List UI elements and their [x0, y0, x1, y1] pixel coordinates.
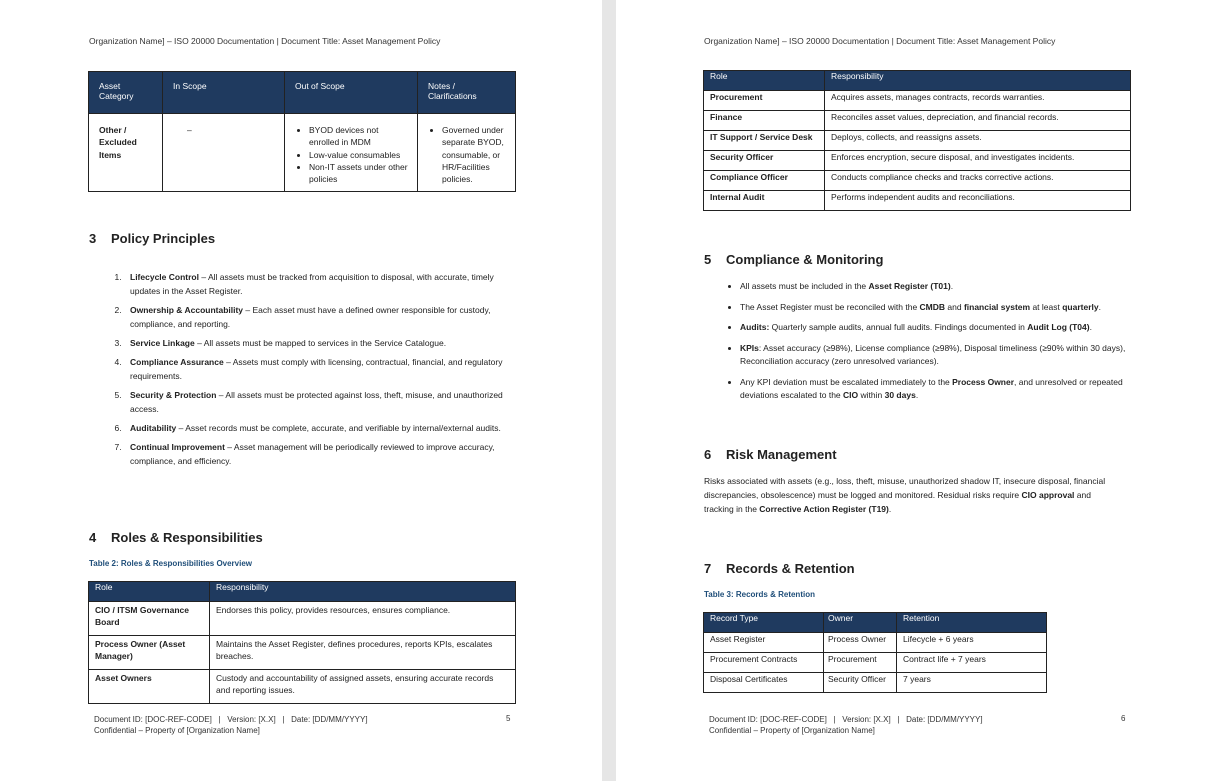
text: .: [915, 390, 919, 400]
text-bold: quarterly: [1062, 301, 1099, 312]
section-3-heading: [89, 231, 215, 246]
record-retention-cell: 7 years: [897, 673, 1047, 693]
record-retention-cell: Lifecycle + 6 years: [897, 633, 1047, 653]
scope-header-out-of-scope: Out of Scope: [285, 72, 418, 114]
principle-term: Service Linkage: [130, 338, 195, 348]
text: .: [1089, 322, 1092, 332]
record-owner-cell: Process Owner: [824, 633, 897, 653]
section-number: 6: [704, 447, 712, 462]
compliance-item: [740, 342, 1140, 369]
roles-header-responsibility: Responsibility: [825, 71, 1131, 91]
principle-text: Assets must comply with licensing, contractual, financial, and regulatory requirements.: [130, 357, 503, 381]
text-bold: CMDB: [919, 301, 946, 312]
compliance-item: [740, 321, 1140, 335]
section-number: 3: [89, 231, 97, 246]
responsibility-cell: Reconciles asset values, depreciation, and financial records.: [825, 111, 1131, 131]
role-cell: Compliance Officer: [704, 171, 825, 191]
section-7-heading: [704, 561, 855, 576]
role-cell: Procurement: [704, 91, 825, 111]
table-2-caption: Table 2: Roles & Responsibilities Overview: [89, 559, 253, 568]
text-bold: CIO approval: [1021, 490, 1075, 500]
section-number: 4: [89, 530, 97, 545]
records-header-type: Record Type: [704, 613, 824, 633]
section-title: Compliance & Monitoring: [726, 252, 884, 267]
section-number: 7: [704, 561, 712, 576]
principle-term: Auditability: [130, 423, 177, 433]
policy-principles-list: [88, 270, 516, 473]
scope-cell-category: Other / Excluded Items: [89, 114, 163, 192]
scope-cell-out-of-scope: [285, 114, 418, 192]
out-of-scope-item: • Non-IT assets under other policies: [309, 161, 409, 186]
text: , and unresolved or repeated deviations escalated to the: [740, 376, 1123, 400]
section-number: 5: [704, 252, 712, 267]
principle-text: All assets must be mapped to services in the Service Catalogue.: [203, 338, 447, 348]
role-cell: Finance: [704, 111, 825, 131]
text: The Asset Register must be reconciled with the: [740, 301, 920, 312]
responsibility-cell: Endorses this policy, provides resources, ensures compliance.: [210, 602, 516, 636]
page-number: 6: [1121, 714, 1126, 723]
principle-item: 2. Ownership & Accountability – Each asset must have a defined owner responsible for custody, compliance, and reporting.: [124, 303, 516, 331]
footer-confidential: Confidential – Property of [Organization Name]: [94, 726, 260, 735]
risk-paragraph: [704, 474, 1122, 516]
principle-text: Asset management will be periodically reviewed to improve accuracy, compliance, and efficiency.: [130, 442, 495, 466]
principle-text: All assets must be tracked from acquisition to disposal, with accurate, timely updates in the Asset Register.: [130, 272, 494, 296]
page-footer: [94, 714, 368, 736]
text: .: [950, 281, 954, 291]
scope-header-in-scope: In Scope: [163, 72, 285, 114]
text-bold: CIO: [843, 390, 859, 400]
text-bold: Process Owner: [952, 376, 1015, 387]
principle-item: 6. Auditability – Asset records must be complete, accurate, and verifiable by internal/external audits.: [124, 421, 516, 435]
section-title: Risk Management: [726, 447, 837, 462]
section-5-heading: [704, 252, 883, 267]
footer-confidential: Confidential – Property of [Organization Name]: [709, 726, 875, 735]
record-type-cell: Disposal Certificates: [704, 673, 824, 693]
records-table: [703, 612, 1047, 693]
out-of-scope-item: • Low-value consumables: [309, 149, 409, 161]
section-title: Roles & Responsibilities: [111, 530, 263, 545]
principle-item: 1. Lifecycle Control – All assets must be tracked from acquisition to disposal, with accurate, timely updates in the Asset Register.: [124, 270, 516, 298]
page-header: Organization Name] – ISO 20000 Documentation | Document Title: Asset Management Policy: [704, 36, 1056, 46]
table-3-caption: Table 3: Records & Retention: [704, 590, 815, 599]
responsibility-cell: Deploys, collects, and reassigns assets.: [825, 131, 1131, 151]
records-header-owner: Owner: [824, 613, 897, 633]
text: .: [1098, 301, 1101, 312]
role-cell: Internal Audit: [704, 191, 825, 211]
role-cell: Process Owner (Asset Manager): [89, 636, 210, 670]
text-bold: KPIs: [740, 342, 759, 353]
text: All assets must be included in the: [740, 281, 869, 291]
compliance-item: [740, 301, 1140, 315]
responsibility-cell: Custody and accountability of assigned assets, ensuring accurate records and reporting issues.: [210, 670, 516, 704]
text: .: [888, 504, 892, 514]
page-number: 5: [506, 714, 511, 723]
roles-header-responsibility: Responsibility: [210, 582, 516, 602]
role-cell: IT Support / Service Desk: [704, 131, 825, 151]
section-title: Policy Principles: [111, 231, 216, 246]
record-retention-cell: Contract life + 7 years: [897, 653, 1047, 673]
scope-cell-notes: [418, 114, 516, 192]
record-type-cell: Procurement Contracts: [704, 653, 824, 673]
text: within: [858, 390, 885, 400]
roles-header-role: Role: [704, 71, 825, 91]
principle-item: 3. Service Linkage – All assets must be mapped to services in the Service Catalogue.: [124, 336, 516, 350]
role-cell: CIO / ITSM Governance Board: [89, 602, 210, 636]
scope-header-category: Asset Category: [89, 72, 163, 114]
roles-table-part1: [88, 581, 516, 704]
record-owner-cell: Security Officer: [824, 673, 897, 693]
text-bold: 30 days: [884, 390, 916, 400]
scope-header-notes: Notes / Clarifications: [418, 72, 516, 114]
text: Risks associated with assets (e.g., loss, theft, misuse, unauthorized shadow IT, insecure disposal, financial discrepancies, obsolescence) must be logged and monitored. Residual risks require: [704, 476, 1106, 500]
responsibility-cell: Conducts compliance checks and tracks corrective actions.: [825, 171, 1131, 191]
roles-table-part2: [703, 70, 1131, 211]
principle-term: Security & Protection: [130, 390, 217, 400]
text-bold: Audits:: [740, 322, 770, 332]
scope-table: [88, 71, 516, 192]
record-type-cell: Asset Register: [704, 633, 824, 653]
text: Quarterly sample audits, annual full audits. Findings documented in: [769, 322, 1028, 332]
role-cell: Security Officer: [704, 151, 825, 171]
page-header: Organization Name] – ISO 20000 Documentation | Document Title: Asset Management Policy: [89, 36, 441, 46]
text: Any KPI deviation must be escalated immediately to the: [740, 376, 953, 387]
compliance-item: [740, 280, 1140, 294]
records-header-retention: Retention: [897, 613, 1047, 633]
text-bold: financial system: [963, 301, 1031, 312]
principle-item: 7. Continual Improvement – Asset management will be periodically reviewed to improve accuracy, compliance, and efficiency.: [124, 440, 516, 468]
principle-item: 5. Security & Protection – All assets must be protected against loss, theft, misuse, and unauthorized access.: [124, 388, 516, 416]
footer-doc-info: Document ID: [DOC-REF-CODE] | Version: [X.X] | Date: [DD/MM/YYYY]: [94, 715, 368, 724]
responsibility-cell: Maintains the Asset Register, defines procedures, reports KPIs, escalates breaches.: [210, 636, 516, 670]
compliance-item: [740, 376, 1140, 403]
principle-text: Asset records must be complete, accurate, and verifiable by internal/external audits.: [185, 423, 501, 433]
text-bold: Corrective Action Register (T19): [759, 504, 889, 514]
text: at least: [1030, 301, 1063, 312]
compliance-list: [704, 280, 1140, 410]
responsibility-cell: Enforces encryption, secure disposal, and investigates incidents.: [825, 151, 1131, 171]
text-bold: Audit Log (T04): [1027, 322, 1090, 332]
text: and tracking in the: [704, 490, 1091, 514]
notes-item: • Governed under separate BYOD, consumable, or HR/Facilities policies.: [442, 124, 507, 186]
section-title: Records & Retention: [726, 561, 855, 576]
text: and: [945, 301, 964, 312]
principle-text: Each asset must have a defined owner responsible for custody, compliance, and reporting.: [130, 305, 491, 329]
scope-cell-in-scope: –: [163, 114, 285, 192]
section-4-heading: [89, 530, 263, 545]
principle-term: Lifecycle Control: [130, 272, 199, 282]
principle-item: 4. Compliance Assurance – Assets must comply with licensing, contractual, financial, and regulatory requirements.: [124, 355, 516, 383]
text: : Asset accuracy (≥98%), License compliance (≥98%), Disposal timeliness (≥90% within 30 days), Reconciliation accuracy (zero unresolved variances).: [740, 342, 1126, 366]
principle-term: Continual Improvement: [130, 442, 225, 452]
principle-term: Compliance Assurance: [130, 357, 224, 367]
document-page-5: [0, 0, 602, 781]
role-cell: Asset Owners: [89, 670, 210, 704]
section-6-heading: [704, 447, 837, 462]
responsibility-cell: Acquires assets, manages contracts, records warranties.: [825, 91, 1131, 111]
page-footer: [709, 714, 983, 736]
responsibility-cell: Performs independent audits and reconciliations.: [825, 191, 1131, 211]
principle-term: Ownership & Accountability: [130, 305, 244, 315]
footer-doc-info: Document ID: [DOC-REF-CODE] | Version: [X.X] | Date: [DD/MM/YYYY]: [709, 715, 983, 724]
roles-header-role: Role: [89, 582, 210, 602]
document-page-6: [616, 0, 1218, 781]
out-of-scope-item: • BYOD devices not enrolled in MDM: [309, 124, 409, 149]
record-owner-cell: Procurement: [824, 653, 897, 673]
text-bold: Asset Register (T01): [868, 281, 951, 291]
principle-text: All assets must be protected against loss, theft, misuse, and unauthorized access.: [130, 390, 503, 414]
